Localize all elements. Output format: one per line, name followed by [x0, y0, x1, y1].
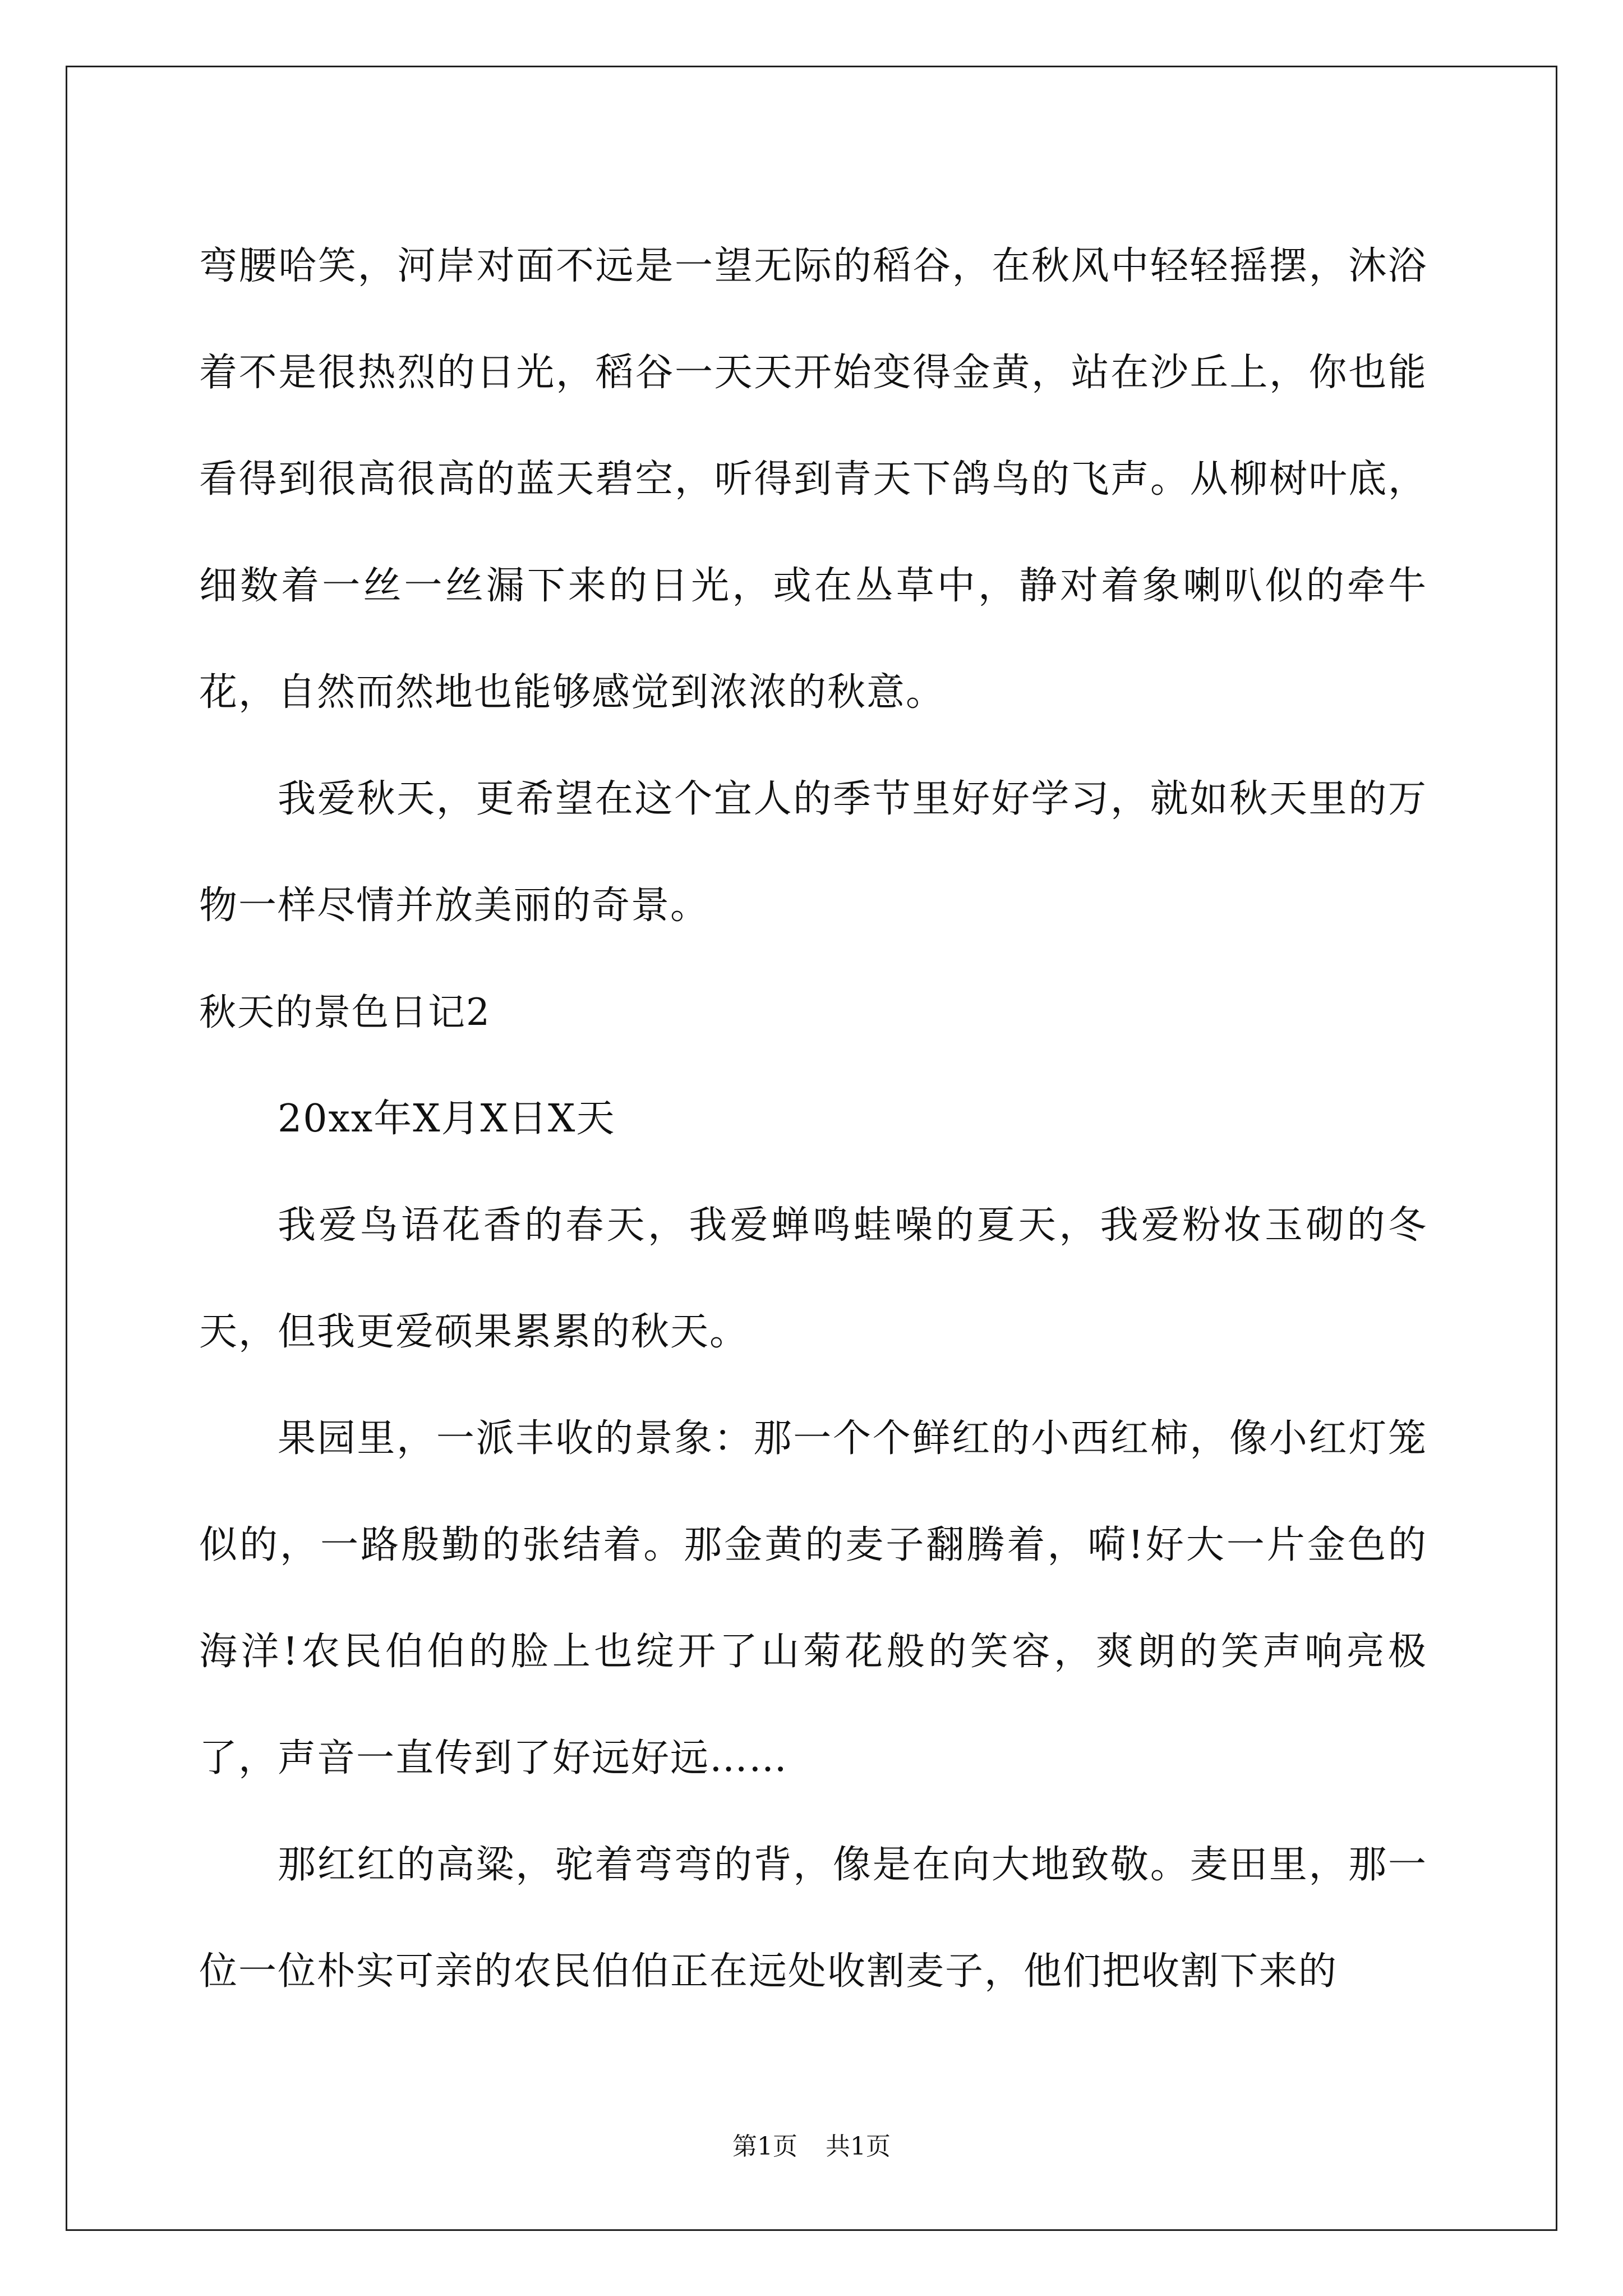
paragraph: 那红红的高粱，驼着弯弯的背，像是在向大地致敬。麦田里，那一位一位朴实可亲的农民伯伯正在远处收割麦子，他们把收割下来的	[199, 1843, 1427, 1994]
paragraph: 我爱秋天，更希望在这个宜人的季节里好好学习，就如秋天里的万物一样尽情并放美丽的奇景。	[199, 777, 1427, 928]
page-footer	[0, 2126, 1623, 2162]
paragraph: 果园里，一派丰收的景象：那一个个鲜红的小西红柿，像小红灯笼似的，一路殷勤的张结着。那金黄的麦子翻腾着，嗬!好大一片金色的海洋!农民伯伯的脸上也绽开了山菊花般的笑容，爽朗的笑声响亮极了，声音一直传到了好远好远……	[199, 1416, 1427, 1780]
paragraph: 弯腰哈笑，河岸对面不远是一望无际的稻谷，在秋风中轻轻摇摆，沐浴着不是很热烈的日光，稻谷一天天开始变得金黄，站在沙丘上，你也能看得到很高很高的蓝天碧空，听得到青天下鸽鸟的飞声。从柳树叶底，细数着一丝一丝漏下来的日光，或在丛草中，静对着象喇叭似的牵牛花，自然而然地也能够感觉到浓浓的秋意。	[199, 244, 1427, 715]
section-heading: 秋天的景色日记2	[199, 991, 491, 1034]
page-total: 共1页	[826, 2132, 891, 2161]
date-line: 20xx年X月X日X天	[278, 1097, 616, 1141]
document-body	[199, 213, 1427, 2025]
paragraph: 我爱鸟语花香的春天，我爱蝉鸣蛙噪的夏天，我爱粉妆玉砌的冬天，但我更爱硕果累累的秋天。	[199, 1203, 1427, 1354]
page-number: 第1页	[732, 2132, 797, 2161]
